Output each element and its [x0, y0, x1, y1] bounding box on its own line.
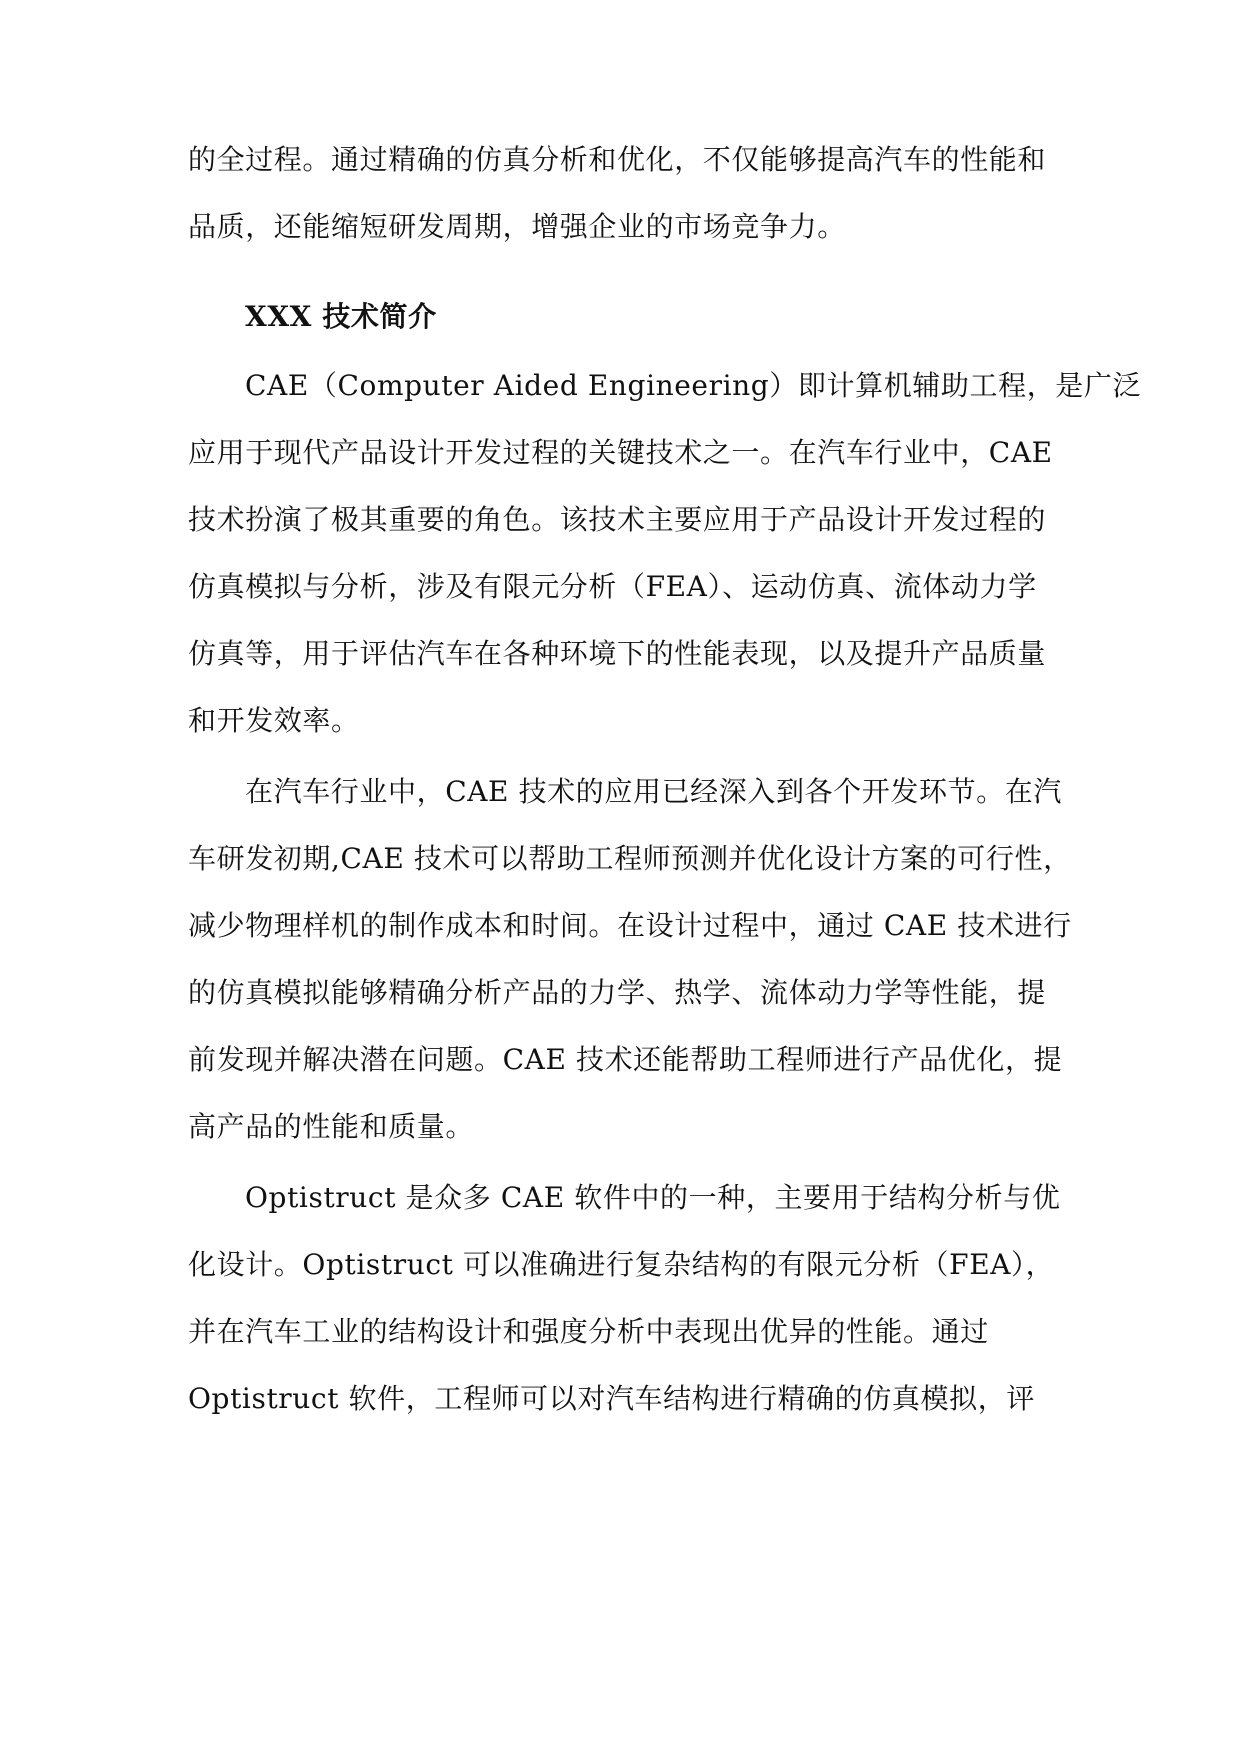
- body-text-line: Optistruct 是众多 CAE 软件中的一种，主要用于结构分析与优: [245, 1181, 1061, 1214]
- body-text-line: 仿真等，用于评估汽车在各种环境下的性能表现，以及提升产品质量: [188, 637, 1047, 670]
- body-text-line: 技术扮演了极其重要的角色。该技术主要应用于产品设计开发过程的: [188, 503, 1047, 536]
- body-text-line: 仿真模拟与分析，涉及有限元分析（FEA）、运动仿真、流体动力学: [188, 570, 1037, 603]
- body-text-line: 在汽车行业中，CAE 技术的应用已经深入到各个开发环节。在汽: [245, 775, 1062, 808]
- section-heading: XXX 技术简介: [245, 300, 437, 333]
- body-text-line: 前发现并解决潜在问题。CAE 技术还能帮助工程师进行产品优化，提: [188, 1043, 1063, 1076]
- body-text-line: 的仿真模拟能够精确分析产品的力学、热学、流体动力学等性能，提: [188, 976, 1047, 1009]
- body-text-line: Optistruct 软件，工程师可以对汽车结构进行精确的仿真模拟，评: [188, 1382, 1035, 1415]
- body-text-line: 化设计。Optistruct 可以准确进行复杂结构的有限元分析（FEA），: [188, 1248, 1055, 1281]
- body-text-line: 和开发效率。: [188, 704, 360, 737]
- body-text-line: 减少物理样机的制作成本和时间。在设计过程中，通过 CAE 技术进行: [188, 909, 1072, 942]
- body-text-line: 车研发初期,CAE 技术可以帮助工程师预测并优化设计方案的可行性，: [188, 842, 1072, 875]
- body-text-line: 品质，还能缩短研发周期，增强企业的市场竞争力。: [188, 210, 846, 243]
- body-text-line: 并在汽车工业的结构设计和强度分析中表现出优异的性能。通过: [188, 1315, 989, 1348]
- body-text-line: 的全过程。通过精确的仿真分析和优化，不仅能够提高汽车的性能和: [188, 143, 1047, 176]
- body-text-line: 高产品的性能和质量。: [188, 1110, 475, 1143]
- body-text-line: 应用于现代产品设计开发过程的关键技术之一。在汽车行业中，CAE: [188, 436, 1053, 469]
- body-text-line: CAE（Computer Aided Engineering）即计算机辅助工程，是广泛: [245, 369, 1142, 402]
